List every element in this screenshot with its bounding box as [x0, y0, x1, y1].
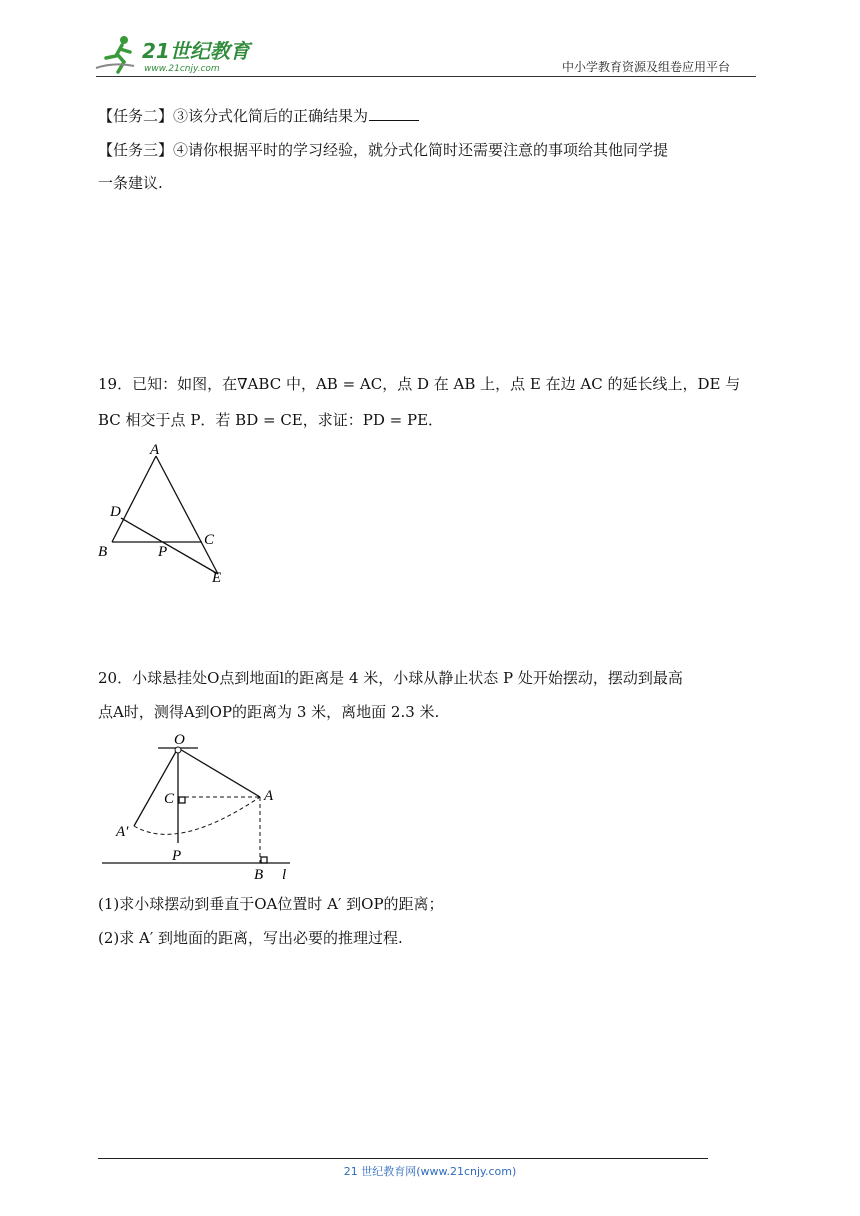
runner-icon: [96, 36, 134, 72]
label-C2: C: [164, 791, 175, 807]
logo-url: www.21cnjy.com: [144, 64, 220, 74]
footer-divider: [98, 1158, 708, 1159]
label-P: P: [158, 544, 168, 560]
label-A: A: [150, 442, 160, 458]
task3-line2: 一条建议.: [98, 174, 163, 192]
q19-line1: 19．已知：如图，在∇ABC 中，AB = AC，点 D 在 AB 上，点 E 在边 AC 的延长线上，DE 与: [98, 375, 741, 393]
task3-line1: 【任务三】④请你根据平时的学习经验，就分式化简时还需要注意的事项给其他同学提: [98, 141, 669, 159]
label-P2: P: [172, 848, 182, 864]
answer-blank: [369, 106, 419, 121]
label-A-prime: A′: [116, 824, 129, 840]
label-A2: A: [264, 788, 274, 804]
label-l: l: [282, 867, 287, 882]
header-platform-text: 中小学教育资源及组卷应用平台: [562, 60, 731, 74]
label-O: O: [174, 732, 185, 748]
label-C: C: [204, 532, 215, 548]
q20-sub1: (1)求小球摆动到垂直于OA位置时 A′ 到OP的距离；: [98, 895, 444, 913]
triangle-figure: [94, 438, 234, 588]
q20-sub2: (2)求 A′ 到地面的距离，写出必要的推理过程.: [98, 929, 403, 947]
label-E: E: [212, 570, 222, 586]
label-D: D: [110, 504, 121, 520]
label-B: B: [98, 544, 108, 560]
task2-text: 【任务二】③该分式化简后的正确结果为: [98, 107, 369, 125]
q19-line2: BC 相交于点 P．若 BD = CE，求证：PD = PE．: [98, 411, 444, 429]
footer-link[interactable]: 21 世纪教育网(www.21cnjy.com): [343, 1165, 517, 1178]
q20-line2: 点A时，测得A到OP的距离为 3 米，离地面 2.3 米.: [98, 703, 440, 721]
label-B2: B: [254, 867, 264, 882]
q20-line1: 20．小球悬挂处O点到地面l的距离是 4 米，小球从静止状态 P 处开始摆动，摆动到最高: [98, 669, 683, 687]
pendulum-figure: [98, 730, 298, 882]
logo-text: 21世纪教育: [142, 39, 250, 63]
site-logo: [94, 32, 269, 76]
task2-line: [98, 106, 419, 126]
header-divider: [96, 76, 756, 77]
